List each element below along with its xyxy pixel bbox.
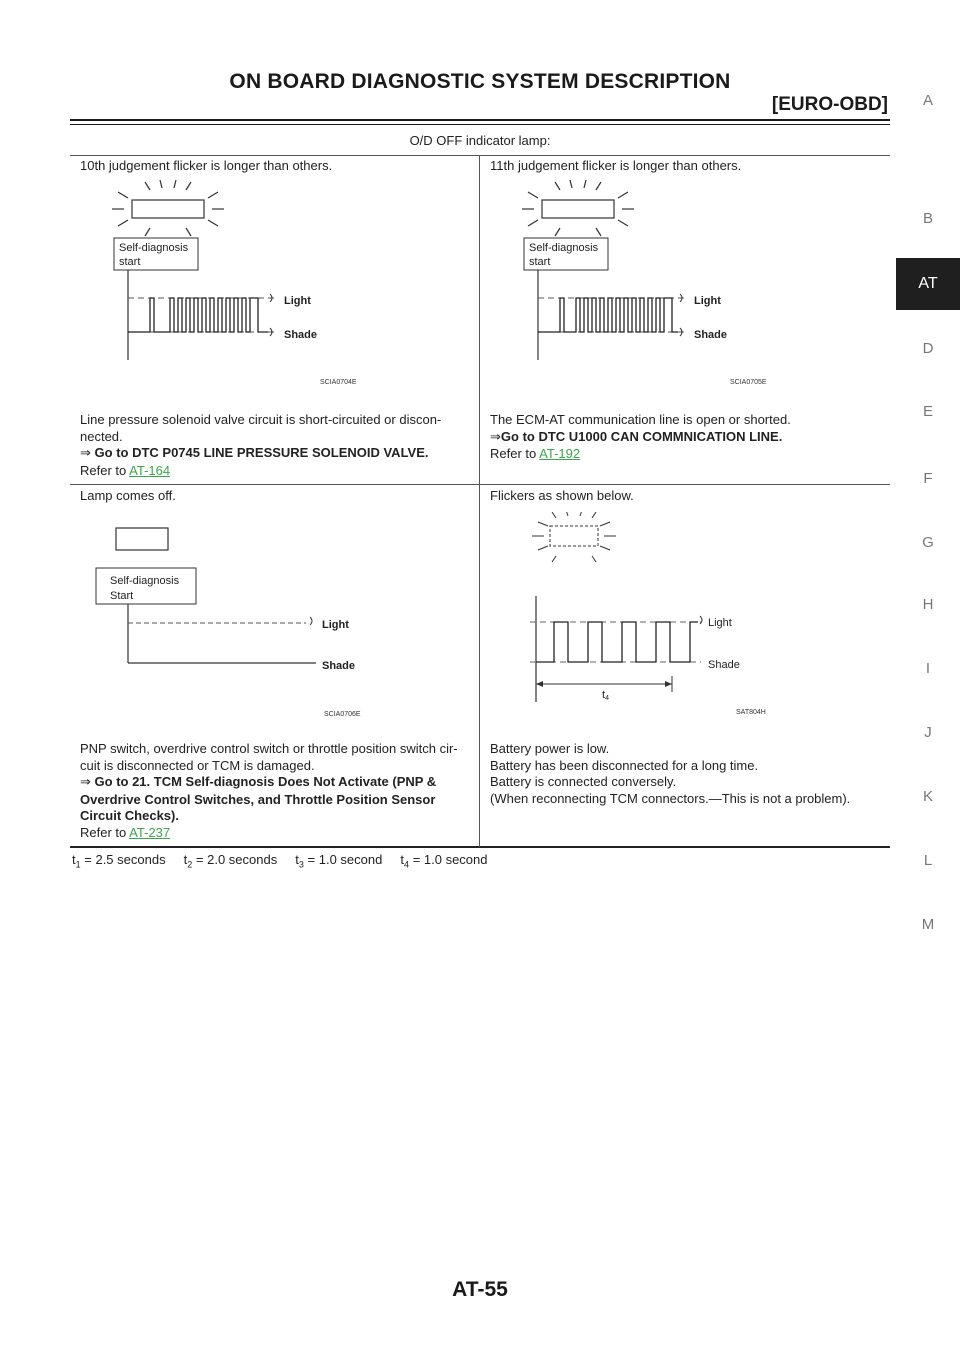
side-index [896, 0, 960, 1358]
link-at-237[interactable]: AT-237 [129, 824, 171, 840]
page-title: ON BOARD DIAGNOSTIC SYSTEM DESCRIPTION [229, 70, 731, 93]
footnote-t2: $t_2 = 2.0$ seconds [183, 852, 278, 870]
lamp-rays [112, 180, 224, 236]
lamp-icon [550, 526, 598, 546]
figure-code: SCIA0705E [730, 379, 767, 386]
self-diagnosis-label-1: Self-diagnosis [119, 242, 189, 254]
lamp-rays [532, 512, 616, 562]
flicker-waveform [128, 298, 268, 332]
header-rule-bottom [70, 124, 890, 125]
row1-left-heading: 10th judgement flicker is longer than others. [80, 158, 333, 173]
table-caption: O/D OFF indicator lamp: [409, 133, 551, 148]
side-index-a[interactable]: A [922, 92, 933, 109]
side-index-b[interactable]: B [922, 210, 933, 227]
light-label: Light [708, 617, 732, 629]
side-index-l[interactable]: L [923, 852, 933, 869]
lamp-off-diagram [94, 522, 424, 722]
side-index-m[interactable]: M [921, 916, 935, 933]
side-index-f[interactable]: F [923, 470, 933, 487]
footnote-t3: $t_3 = 1.0$ second [295, 852, 383, 870]
self-diagnosis-label-1: Self-diagnosis [529, 242, 599, 254]
lamp-rays [522, 180, 634, 236]
shade-label: Shade [708, 659, 740, 671]
side-index-at-active[interactable]: AT [896, 258, 960, 310]
side-index-i[interactable]: I [925, 660, 931, 677]
flicker-pattern-diagram [526, 512, 816, 718]
row2-left-heading: Lamp comes off. [80, 488, 176, 503]
row1-left-description: Line pressure solenoid valve circuit is short-circuited or discon- nected. ⇒ Go to DTC P0745 LINE PRESSURE SOLENOID VALVE. Refer to AT-164 [80, 412, 442, 478]
self-diagnosis-label-2: start [119, 256, 141, 268]
table-column-divider [479, 155, 480, 847]
period-label: t4 [602, 689, 609, 702]
self-diagnosis-label-2: Start [110, 590, 134, 602]
page-number: AT-55 [452, 1278, 508, 1301]
shade-label: Shade [694, 329, 728, 341]
flicker-diagram-10th [110, 180, 390, 390]
timing-footnote [72, 852, 488, 870]
table-rule [70, 155, 890, 156]
footnote-t1: $t_1 = 2.5$ seconds [72, 852, 166, 870]
flicker-waveform [538, 298, 678, 332]
row2-left-description: PNP switch, overdrive control switch or throttle position switch cir- cuit is disconnected or TCM is damaged. ⇒ Go to 21. TCM Self-diagnosis Does Not Activate (PNP & Overdrive Control Switches, and Throttle Position Sensor Circuit Checks). Refer to AT-237 [80, 741, 458, 840]
row2-right-heading: Flickers as shown below. [490, 488, 634, 503]
link-at-192[interactable]: AT-192 [539, 446, 581, 461]
light-label: Light [284, 295, 311, 307]
self-diagnosis-label-1: Self-diagnosis [110, 575, 180, 587]
side-index-d[interactable]: D [922, 340, 934, 357]
figure-code: SCIA0706E [324, 711, 361, 718]
light-label: Light [694, 295, 721, 307]
footnote-t4: $t_4 = 1.0$ second [400, 852, 488, 870]
table-rule [70, 484, 890, 485]
lamp-icon [132, 200, 204, 218]
side-index-j[interactable]: J [924, 724, 932, 741]
shade-label: Shade [322, 660, 356, 672]
light-label: Light [322, 619, 349, 631]
shade-label: Shade [284, 329, 318, 341]
self-diagnosis-label-2: start [529, 256, 551, 268]
flicker-waveform [536, 622, 698, 662]
row2-right-description: Battery power is low. Battery has been disconnected for a long time. Battery is connected conversely. (When reconnecting TCM connectors.—This is not a problem). [490, 741, 851, 806]
lamp-icon [542, 200, 614, 218]
flicker-diagram-11th [520, 180, 800, 390]
page-subtitle: [EURO-OBD] [771, 94, 888, 115]
lamp-icon [116, 528, 168, 550]
figure-code: SAT804H [736, 709, 766, 716]
side-index-g[interactable]: G [922, 534, 934, 551]
side-index-k[interactable]: K [922, 788, 933, 805]
header-rule-top [70, 119, 890, 121]
side-index-e[interactable]: E [922, 403, 933, 420]
indicator-table [70, 128, 890, 848]
table-rule-bottom [70, 846, 890, 848]
link-at-164[interactable]: AT-164 [129, 462, 171, 478]
row1-right-description: The ECM-AT communication line is open or shorted. ⇒Go to DTC U1000 CAN COMMNICATION LINE. Refer to AT-192 [490, 412, 791, 461]
figure-code: SCIA0704E [320, 379, 357, 386]
side-index-h[interactable]: H [922, 596, 934, 613]
row1-right-heading: 11th judgement flicker is longer than others. [490, 158, 742, 173]
